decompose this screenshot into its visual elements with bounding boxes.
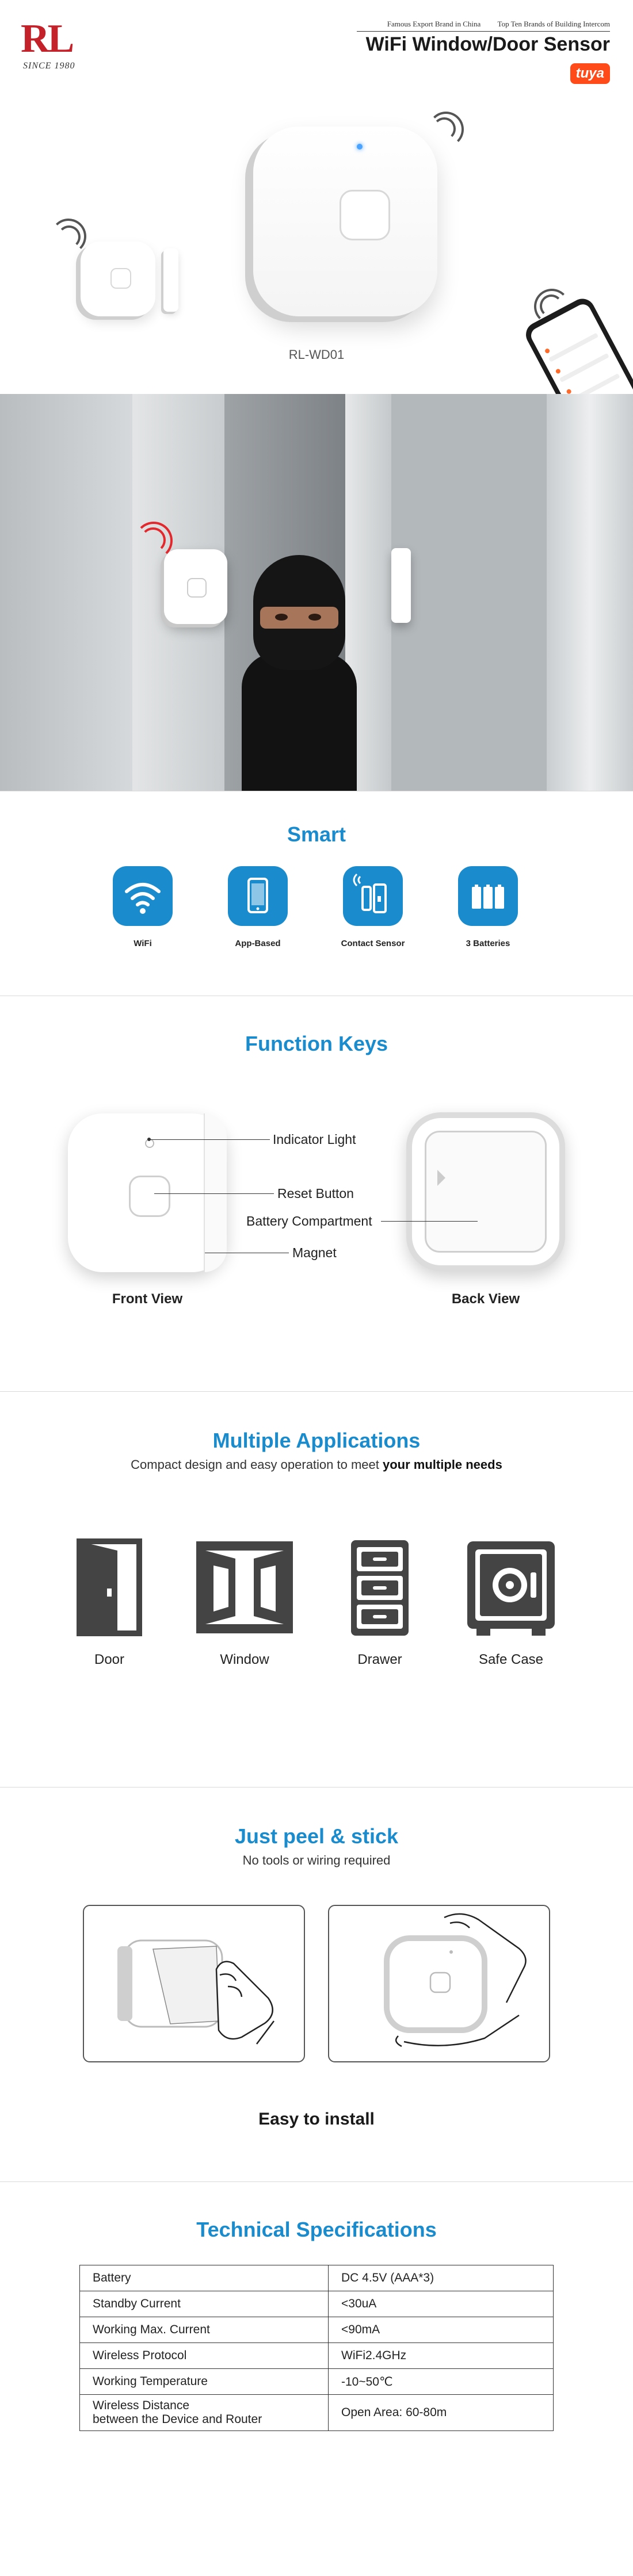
smart-feature-batteries [436, 866, 540, 948]
callout-reset-button: Reset Button [277, 1186, 354, 1201]
application-label: Window [220, 1652, 269, 1667]
back-view-label: Back View [451, 1291, 520, 1307]
application-label: Safe Case [478, 1652, 544, 1667]
spec-name-line: between the Device and Router [93, 2413, 262, 2426]
window-icon [193, 1536, 296, 1639]
spec-name: Battery [80, 2265, 329, 2291]
magnet-part [204, 1113, 227, 1272]
table-row [80, 2265, 554, 2291]
latch-arrow-icon [437, 1170, 445, 1186]
stick-illustration [328, 1905, 550, 2062]
drawer-icon [328, 1536, 432, 1639]
batteries-icon [458, 866, 518, 926]
intruder-body [242, 653, 357, 791]
mounted-magnet [391, 548, 411, 623]
brand-taglines [372, 20, 610, 29]
sensor-button [340, 190, 390, 240]
specs-title: Technical Specifications [196, 2218, 437, 2241]
indicator-led [357, 144, 363, 150]
callout-battery-compartment: Battery Compartment [246, 1214, 372, 1228]
spec-value: DC 4.5V (AAA*3) [329, 2265, 554, 2291]
spec-name [80, 2395, 329, 2431]
wifi-icon [113, 866, 173, 926]
notification-dot [555, 368, 561, 374]
wall [391, 394, 547, 791]
specs-section [0, 2181, 633, 2576]
smart-label: Contact Sensor [341, 939, 405, 948]
callout-line [149, 1139, 270, 1140]
wifi-wave-icon [51, 219, 86, 254]
wall [0, 394, 132, 791]
spec-value: WiFi2.4GHz [329, 2343, 554, 2369]
tuya-badge: tuya [570, 63, 610, 84]
sensor-button [187, 578, 207, 598]
intruder-figure [242, 555, 357, 791]
brand-logo [21, 16, 101, 74]
sensor-small-image [81, 242, 155, 316]
hero-banner [0, 0, 633, 394]
sensor-button [110, 268, 131, 289]
spec-value: -10~50℃ [329, 2369, 554, 2395]
sensor-main-image [253, 127, 437, 316]
reset-button [129, 1176, 170, 1217]
contact-sensor-icon [343, 866, 403, 926]
intruder-scene-photo [0, 394, 633, 791]
notification-row [548, 332, 598, 362]
intruder-eyes [260, 607, 338, 629]
front-view-label: Front View [112, 1291, 183, 1307]
callout-indicator-light: Indicator Light [273, 1132, 356, 1147]
smart-label: 3 Batteries [466, 939, 510, 948]
table-row [80, 2317, 554, 2343]
model-label: RL-WD01 [288, 347, 345, 362]
spec-value: Open Area: 60-80m [329, 2395, 554, 2431]
applications-section [0, 1391, 633, 1787]
install-subtitle: No tools or wiring required [242, 1853, 391, 1867]
smart-feature-app [206, 866, 310, 948]
application-drawer [328, 1536, 432, 1668]
notification-dot [544, 348, 551, 354]
wifi-wave-icon [428, 112, 464, 147]
door-icon [58, 1536, 161, 1639]
table-row [80, 2369, 554, 2395]
spec-value: <30uA [329, 2291, 554, 2317]
alarm-wave-icon [135, 522, 173, 560]
magnet-small-image [163, 248, 178, 312]
spec-name: Standby Current [80, 2291, 329, 2317]
product-title: WiFi Window/Door Sensor [365, 33, 610, 55]
tagline-1: Famous Export Brand in China [387, 20, 481, 28]
application-door [58, 1536, 161, 1668]
subtitle-emphasis: your multiple needs [383, 1457, 502, 1472]
phone-icon [228, 866, 288, 926]
door-frame [547, 394, 633, 791]
spec-name: Working Max. Current [80, 2317, 329, 2343]
callout-line [154, 1193, 274, 1194]
application-label: Door [94, 1652, 125, 1667]
applications-subtitle [0, 1457, 633, 1472]
spec-name: Wireless Protocol [80, 2343, 329, 2369]
application-safe [459, 1536, 563, 1668]
application-window [193, 1536, 296, 1668]
smart-feature-contact [321, 866, 425, 948]
tagline-2: Top Ten Brands of Building Intercom [497, 20, 610, 28]
back-view-image [406, 1112, 565, 1271]
function-keys-section [0, 996, 633, 1391]
install-section [0, 1787, 633, 2181]
specs-table [79, 2265, 554, 2431]
battery-compartment [425, 1131, 547, 1253]
spec-name: Working Temperature [80, 2369, 329, 2395]
smart-feature-wifi [91, 866, 195, 948]
front-view-image [68, 1113, 227, 1272]
install-title: Just peel & stick [234, 1824, 399, 1848]
spec-value: <90mA [329, 2317, 554, 2343]
peel-illustration [83, 1905, 305, 2062]
logo-since: SINCE 1980 [23, 61, 75, 71]
tagline-divider [357, 31, 610, 32]
spec-name-line: Wireless Distance [93, 2399, 190, 2413]
smart-section [0, 791, 633, 996]
notification-row [559, 353, 609, 382]
smart-title: Smart [287, 822, 346, 846]
smart-label: App-Based [235, 939, 281, 948]
table-row [80, 2395, 554, 2431]
smart-label: WiFi [134, 939, 152, 948]
subtitle-text: Compact design and easy operation to meet [131, 1457, 383, 1472]
function-keys-title: Function Keys [245, 1032, 388, 1055]
application-label: Drawer [357, 1652, 402, 1667]
install-caption: Easy to install [258, 2110, 375, 2129]
safe-icon [459, 1536, 563, 1639]
table-row [80, 2291, 554, 2317]
logo-text: RL [21, 17, 73, 61]
table-row [80, 2343, 554, 2369]
logo-mark [21, 16, 72, 62]
mounted-sensor [164, 549, 227, 624]
applications-title: Multiple Applications [212, 1429, 421, 1452]
callout-magnet: Magnet [292, 1245, 337, 1260]
callout-line [381, 1221, 478, 1222]
